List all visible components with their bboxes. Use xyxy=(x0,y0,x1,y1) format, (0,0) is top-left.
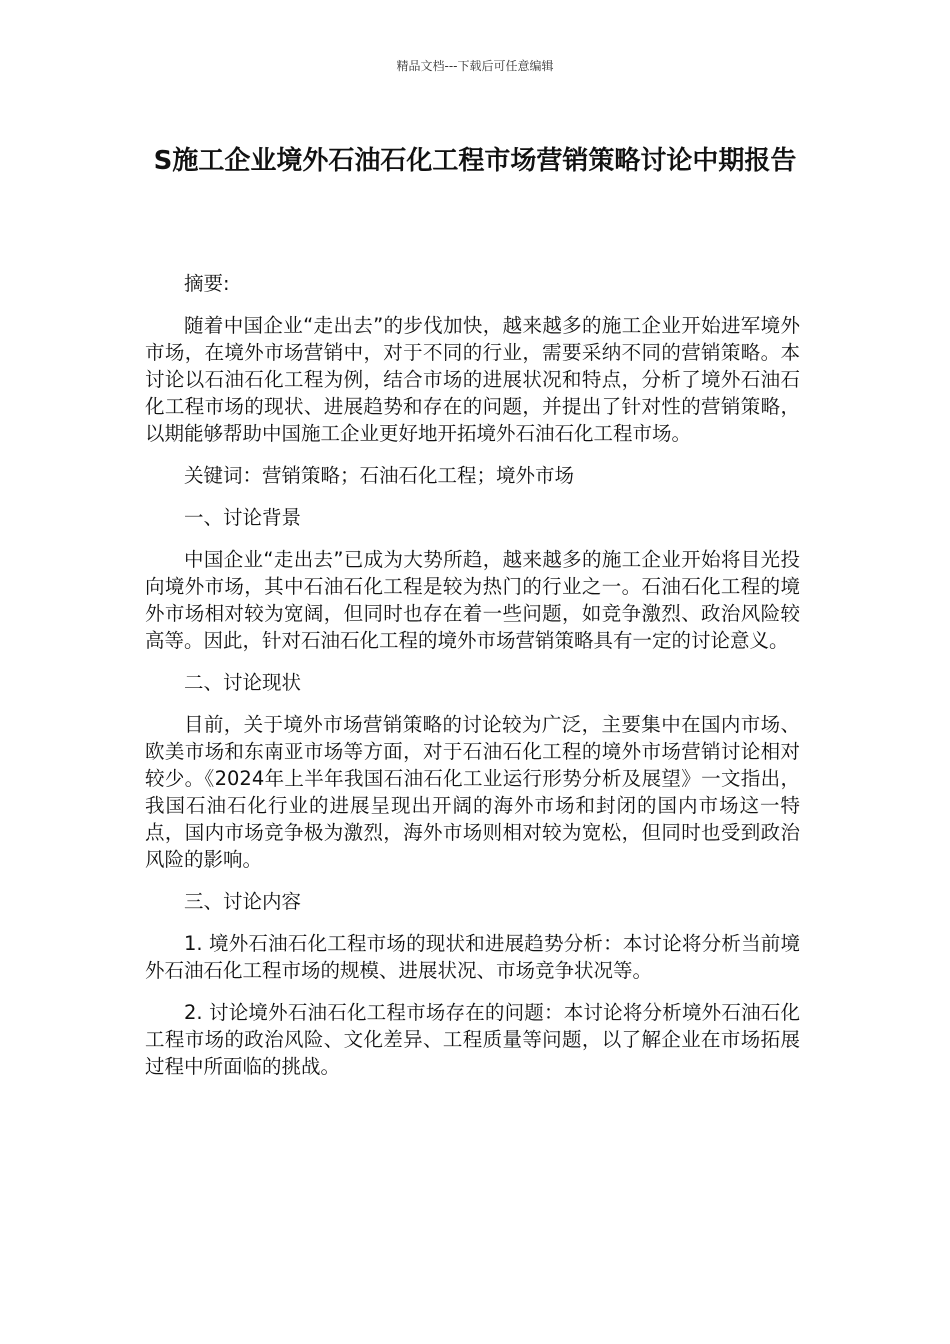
document-title: S施工企业境外石油石化工程市场营销策略讨论中期报告 xyxy=(153,146,797,176)
background-paragraph: 中国企业“走出去”已成为大势所趋，越来越多的施工企业开始将目光投向境外市场，其中石油石化工程是较为热门的行业之一。石油石化工程的境外市场相对较为宽阔，但同时也存在着一些问题，如竞争激烈、政治风险较高等。因此，针对石油石化工程的境外市场营销策略具有一定的讨论意义。 xyxy=(145,548,800,652)
status-paragraph: 目前，关于境外市场营销策略的讨论较为广泛，主要集中在国内市场、欧美市场和东南亚市场等方面，对于石油石化工程的境外市场营销讨论相对较少。《2024年上半年我国石油石化工业运行形势分析及展望》一文指出，我国石油石化行业的进展呈现出开阔的海外市场和封闭的国内市场这一特点，国内市场竞争极为激烈，海外市场则相对较为宽松，但同时也受到政治风险的影响。 xyxy=(145,713,800,871)
abstract-paragraph: 随着中国企业“走出去”的步伐加快，越来越多的施工企业开始进军境外市场，在境外市场营销中，对于不同的行业，需要采纳不同的营销策略。本讨论以石油石化工程为例，结合市场的进展状况和特点，分析了境外石油石化工程市场的现状、进展趋势和存在的问题，并提出了针对性的营销策略，以期能够帮助中国施工企业更好地开拓境外石油石化工程市场。 xyxy=(145,314,800,445)
keywords-line: 关键词：营销策略；石油石化工程；境外市场 xyxy=(184,464,575,487)
content-item-1: 1. 境外石油石化工程市场的现状和进展趋势分析：本讨论将分析当前境外石油石化工程市场的规模、进展状况、市场竞争状况等。 xyxy=(145,932,800,982)
section-heading-content: 三、讨论内容 xyxy=(184,890,302,913)
header-note: 精品文档---下载后可任意编辑 xyxy=(396,59,554,73)
section-heading-status: 二、讨论现状 xyxy=(184,671,302,694)
content-item-2: 2. 讨论境外石油石化工程市场存在的问题：本讨论将分析境外石油石化工程市场的政治风险、文化差异、工程质量等问题，以了解企业在市场拓展过程中所面临的挑战。 xyxy=(145,1001,800,1078)
abstract-label: 摘要: xyxy=(184,272,230,295)
section-heading-background: 一、讨论背景 xyxy=(184,506,302,529)
document-body xyxy=(145,270,800,1095)
